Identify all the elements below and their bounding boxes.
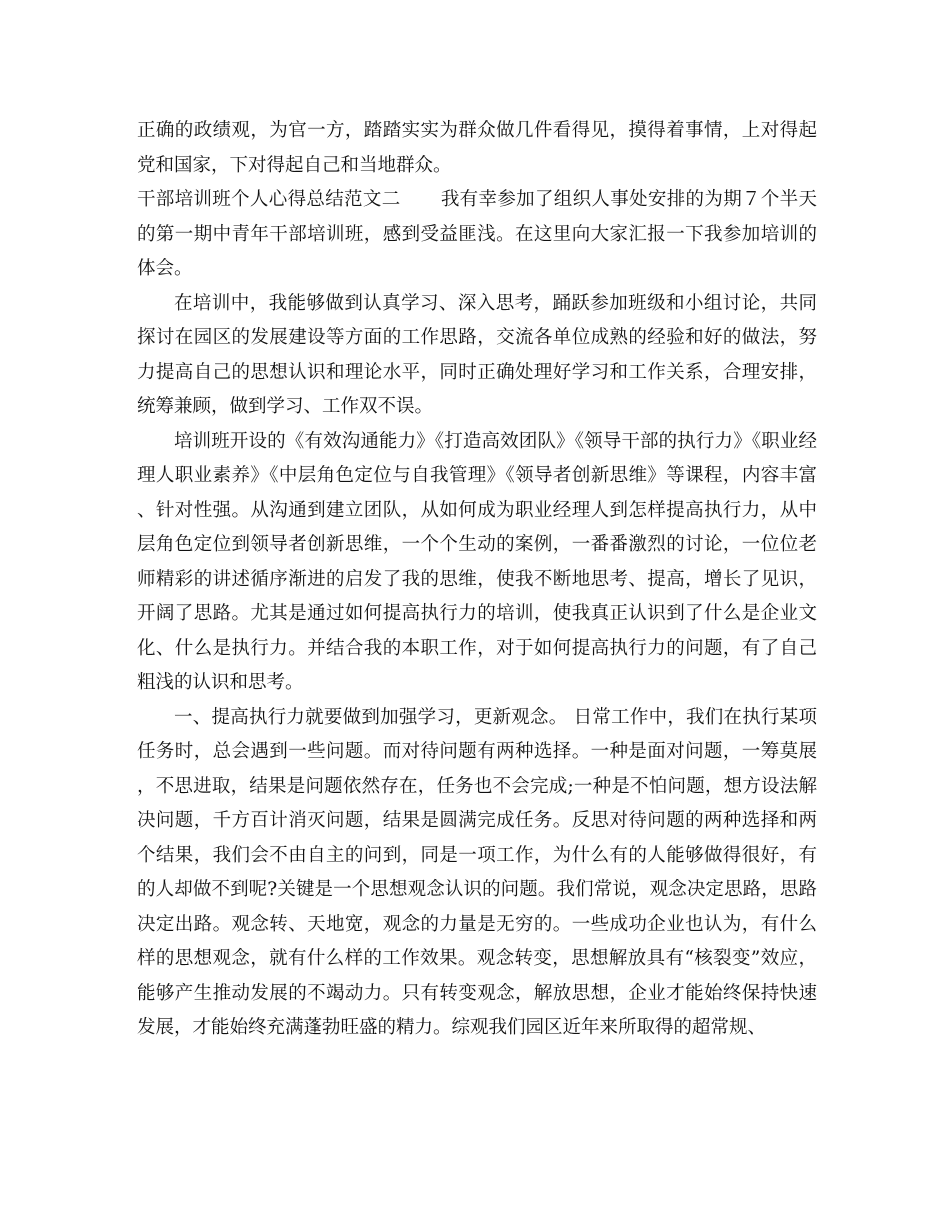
- section-heading: 干部培训班个人心得总结范文二: [137, 189, 401, 210]
- paragraph: 正确的政绩观，为官一方，踏踏实实为群众做几件看得见，摸得着事情，上对得起党和国家，下对得起自己和当地群众。: [137, 120, 817, 176]
- paragraph-text: 我有幸参加了组织人事处安排的为期７个半天的第一期中青年干部培训班，感到受益匪浅。在这里向大家汇报一下我参加培训的体会。: [137, 189, 817, 279]
- paragraph: 一、提高执行力就要做到加强学习，更新观念。 日常工作中，我们在执行某项任务时，总会遇到一些问题。而对待问题有两种选择。一种是面对问题，一筹莫展，不思进取，结果是问题依然存在，任务也不会完成;一种是不怕问题，想方设法解决问题，千方百计消灭问题，结果是圆满完成任务。反思对待问题的两种选择和两个结果，我们会不由自主的问到，同是一项工作，为什么有的人能够做得很好，有的人却做不到呢?关键是一个思想观念认识的问题。我们常说，观念决定思路，思路决定出路。观念转、天地宽，观念的力量是无穷的。一些成功企业也认为，有什么样的思想观念，就有什么样的工作效果。观念转变，思想解放具有“核裂变”效应，能够产生推动发展的不竭动力。只有转变观念，解放思想，企业才能始终保持快速发展，才能始终充满蓬勃旺盛的精力。综观我们园区近年来所取得的超常规、: [137, 706, 817, 1038]
- paragraph: 培训班开设的《有效沟通能力》《打造高效团队》《领导干部的执行力》《职业经理人职业素养》《中层角色定位与自我管理》《领导者创新思维》等课程，内容丰富、针对性强。从沟通到建立团队，从如何成为职业经理人到怎样提高执行力，从中层角色定位到领导者创新思维，一个个生动的案例，一番番激烈的讨论，一位位老师精彩的讲述循序渐进的启发了我的思维，使我不断地思考、提高，增长了见识，开阔了思路。尤其是通过如何提高执行力的培训，使我真正认识到了什么是企业文化、什么是执行力。并结合我的本职工作，对于如何提高执行力的问题，有了自己粗浅的认识和思考。: [137, 430, 817, 693]
- paragraph: 在培训中，我能够做到认真学习、深入思考，踊跃参加班级和小组讨论，共同探讨在园区的发展建设等方面的工作思路，交流各单位成熟的经验和好的做法，努力提高自己的思想认识和理论水平，同时正确处理好学习和工作关系，合理安排，统筹兼顾，做到学习、工作双不误。: [137, 292, 817, 417]
- paragraph-with-heading: [137, 183, 817, 287]
- document-body: [137, 114, 817, 1046]
